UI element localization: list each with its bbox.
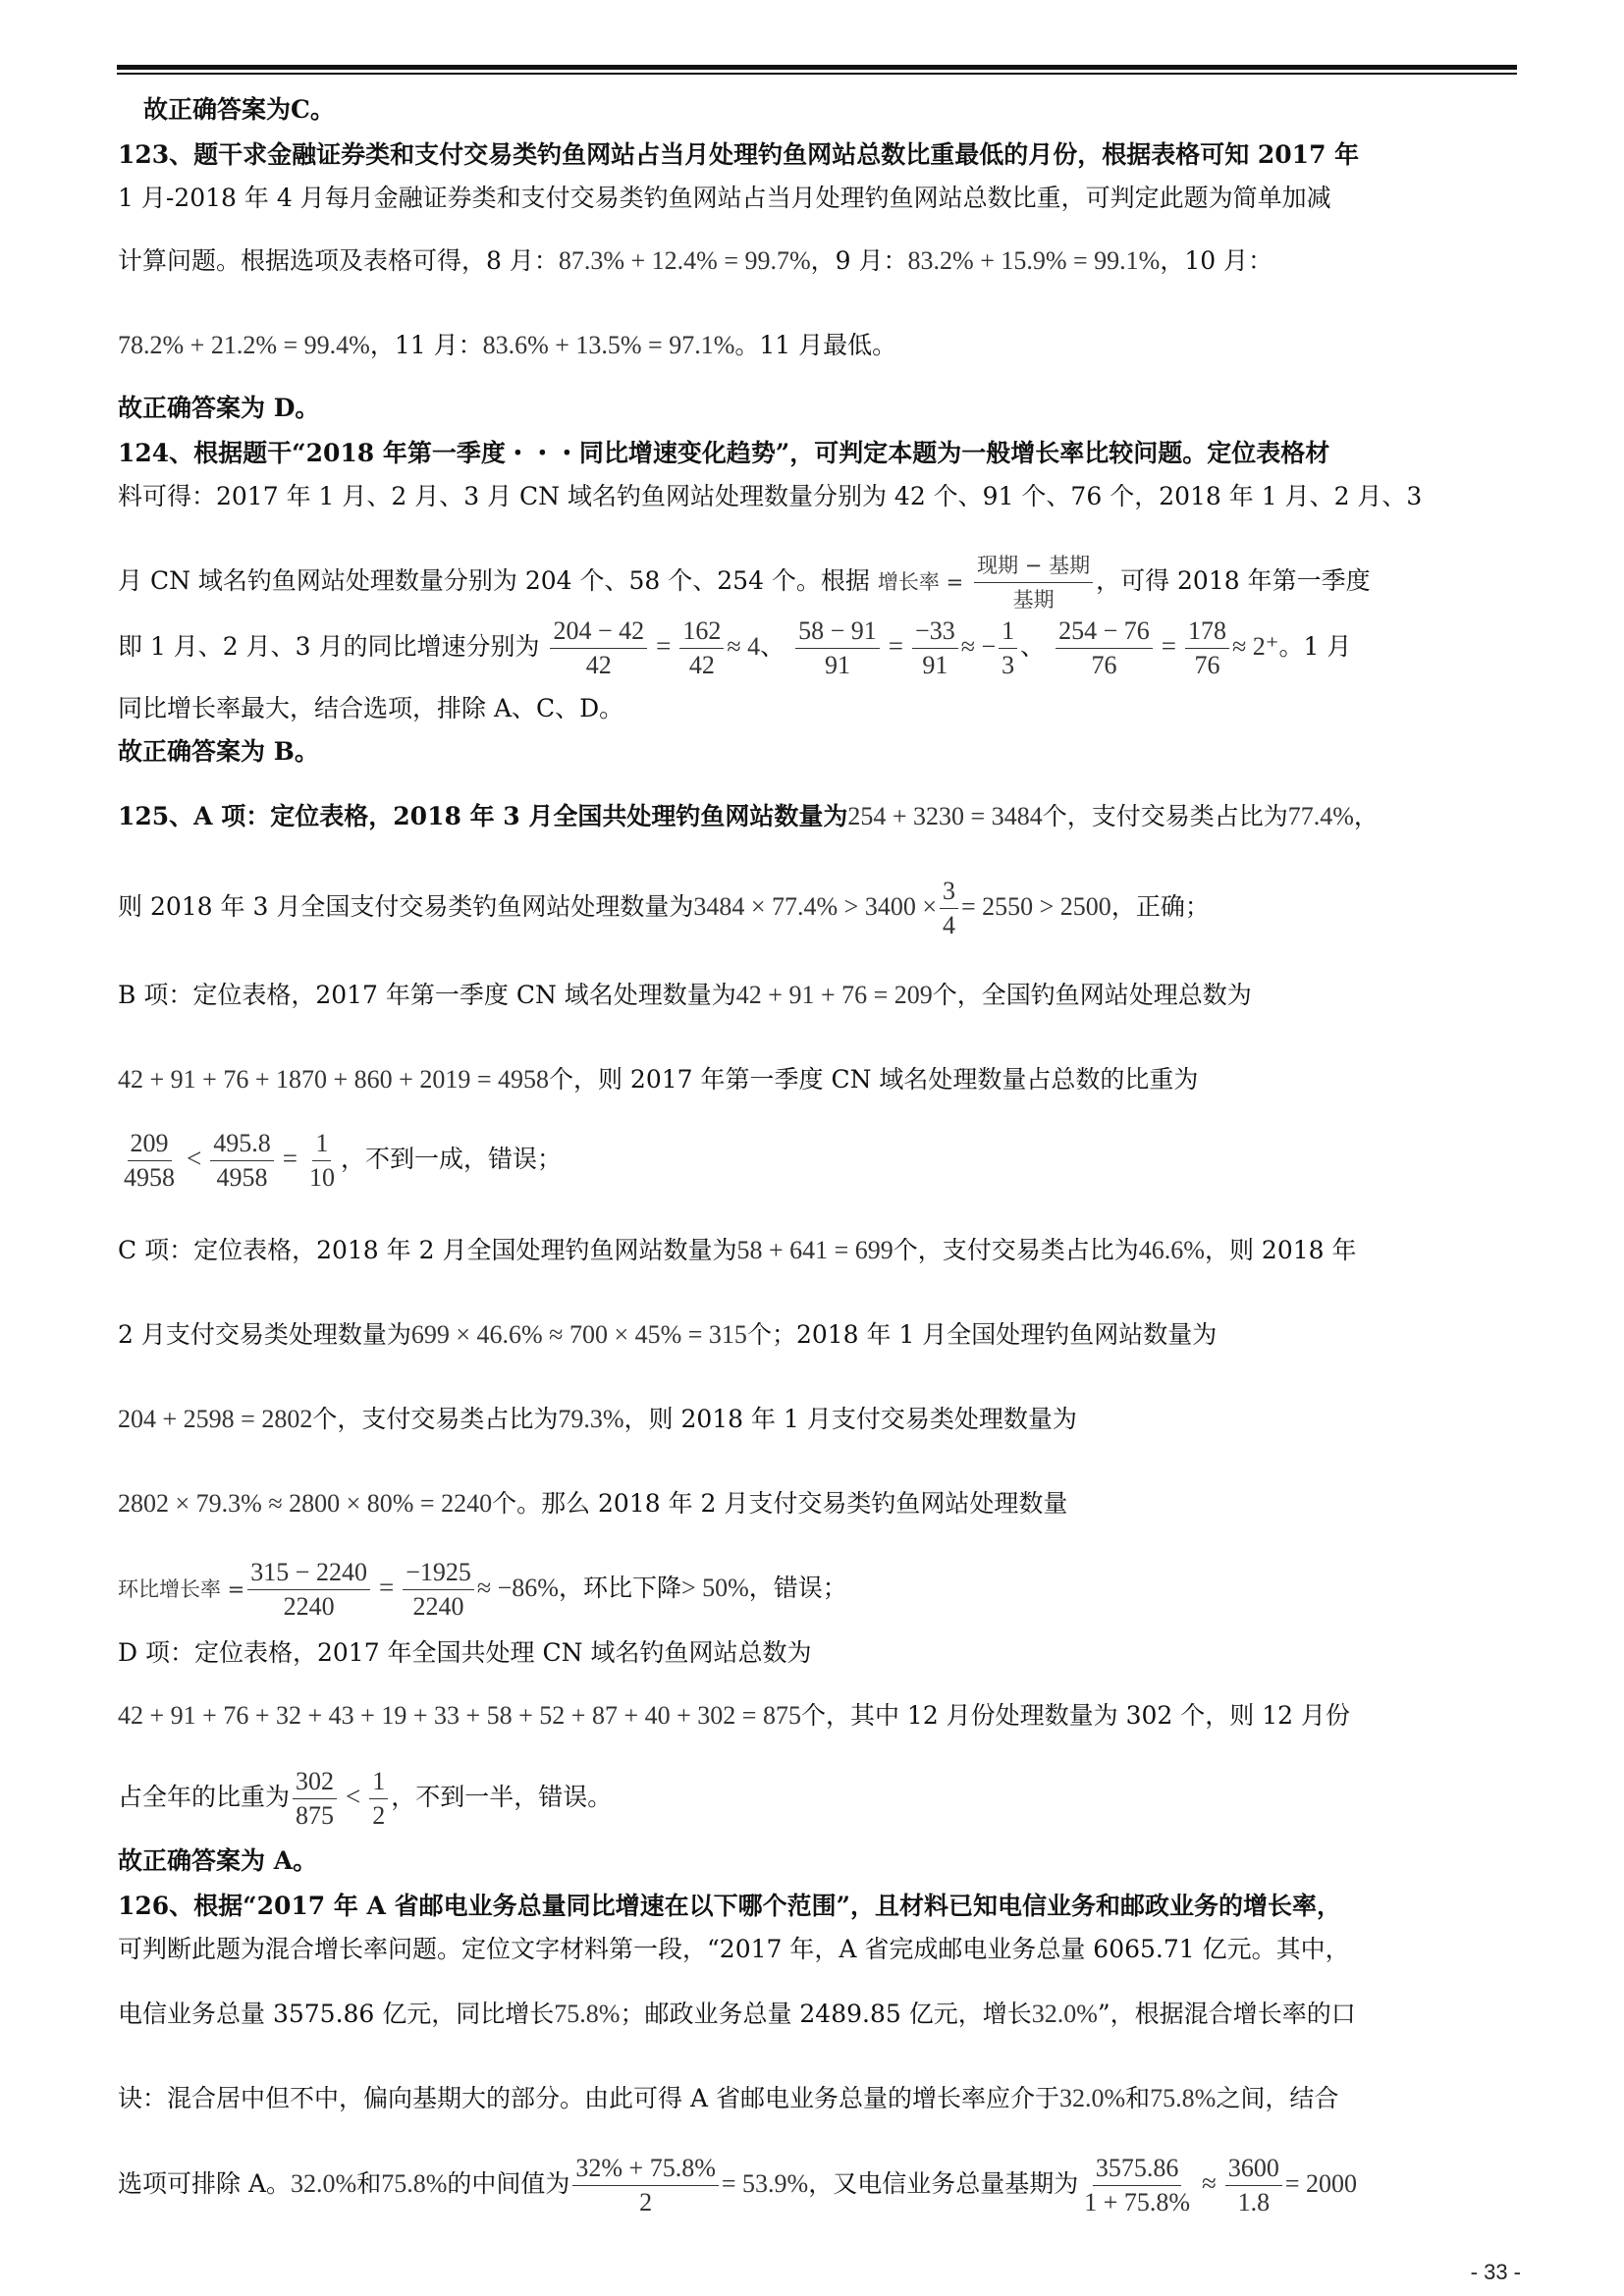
math: 254 + 3230 = 3484: [847, 802, 1043, 830]
q125-line-12: [118, 1698, 1520, 1734]
math: =: [282, 1144, 298, 1173]
math: 75.8%: [1150, 2084, 1217, 2112]
q126-line-1: [118, 1889, 1520, 1924]
denominator: 3: [1001, 651, 1015, 679]
text: 个。那么 2018 年 2 月支付交易类钓鱼网站处理数量: [492, 1489, 1068, 1518]
numerator: 495.8: [210, 1127, 274, 1161]
math: 77.4%: [1287, 802, 1354, 830]
q126-line-4: [118, 2081, 1520, 2116]
text: 个，支付交易类占比为: [1042, 802, 1288, 830]
q126-text-1: 126、根据“2017 年 A 省邮电业务总量同比增速在以下哪个范围”，且材料已知电信业务和邮政业务的增长率，: [118, 1892, 1342, 1920]
fraction: [940, 875, 958, 942]
denominator: 4958: [124, 1163, 175, 1192]
growth-rate-formula-label: 增长率 =: [877, 570, 964, 594]
numerator: 209: [128, 1127, 172, 1161]
math: ≈ −86%: [476, 1574, 559, 1602]
text: 个，全国钓鱼网站处理总数为: [932, 981, 1252, 1009]
numerator: 178: [1185, 614, 1229, 649]
numerator: 1: [369, 1765, 388, 1799]
text: 诀：混合居中但不中，偏向基期大的部分。由此可得 A 省邮电业务总量的增长率应介于: [118, 2084, 1059, 2112]
fraction: [1081, 2152, 1193, 2219]
q125-line-13: [118, 1759, 1520, 1835]
text: C 项：定位表格，2018 年 2 月全国处理钓鱼网站数量为: [118, 1236, 737, 1264]
math: =: [378, 1573, 395, 1602]
numerator: 204 − 42: [550, 614, 647, 649]
numerator: 58 − 91: [795, 614, 880, 649]
text: 之间，结合: [1216, 2084, 1339, 2112]
math: <: [346, 1782, 361, 1811]
numerator: 1: [312, 1127, 331, 1161]
math: 32.0%: [1058, 2084, 1126, 2112]
text: 125、A 项：定位表格，2018 年 3 月全国共处理钓鱼网站数量为: [118, 802, 848, 830]
answer-line-b: 故正确答案为 B。: [118, 737, 319, 766]
numerator: −33: [912, 614, 958, 649]
text: 电信业务总量 3575.86 亿元，同比增长: [118, 2000, 555, 2028]
math: 75.8%: [381, 2169, 448, 2198]
math: ≈ −: [960, 632, 997, 661]
fraction: [121, 1127, 178, 1195]
fraction: [293, 1765, 337, 1833]
math: 79.3%: [558, 1405, 624, 1433]
math: ≈: [1202, 2168, 1217, 2198]
text: ，10 月：: [1160, 246, 1273, 275]
q126-line-2: 可判断此题为混合增长率问题。定位文字材料第一段，“2017 年，A 省完成邮电业务总量 6065.71 亿元。其中，: [118, 1935, 1350, 1963]
math: 75.8%: [554, 2000, 621, 2028]
page-number: - 33 -: [1470, 2260, 1521, 2284]
denominator: 875: [296, 1801, 335, 1830]
text: ；邮政业务总量 2489.85 亿元，增长: [620, 2000, 1032, 2028]
fraction: [210, 1127, 274, 1195]
numerator: 3600: [1225, 2152, 1282, 2186]
text: 2 月支付交易类处理数量为: [118, 1320, 411, 1349]
math: 42 + 91 + 76 + 32 + 43 + 19 + 33 + 58 + 52 + 87 + 40 + 302 = 875: [118, 1701, 801, 1730]
text: ，则 2018 年 1 月支付交易类处理数量为: [623, 1405, 1077, 1433]
q123-text-1: 123、题干求金融证券类和支付交易类钓鱼网站占当月处理钓鱼网站总数比重最低的月份，根据表格可知 2017 年: [118, 140, 1360, 169]
q125-line-1: [118, 799, 1520, 834]
answer-line-a: 故正确答案为 A。: [118, 1846, 318, 1875]
fraction: [1185, 614, 1229, 682]
text: ，不到一半，错误。: [391, 1783, 613, 1811]
denominator: 91: [824, 651, 850, 679]
header-rule-thin: [117, 73, 1517, 75]
text: 、: [1020, 632, 1046, 661]
q123-line-3: [118, 243, 1520, 279]
fraction: [572, 2152, 718, 2219]
text: 个；2018 年 1 月全国处理钓鱼网站数量为: [746, 1320, 1218, 1349]
text: ，环比下降: [558, 1574, 681, 1602]
math: 58 + 641 = 699: [736, 1236, 893, 1264]
denominator: 4958: [216, 1163, 268, 1192]
numerator: 162: [679, 614, 724, 649]
text: 和: [356, 2169, 382, 2198]
math: = 53.9%: [721, 2169, 809, 2198]
denominator: 76: [1091, 651, 1117, 679]
numerator: 1: [999, 614, 1017, 649]
q125-line-7: [118, 1317, 1520, 1353]
fraction: [403, 1556, 474, 1624]
fraction: [306, 1127, 338, 1195]
q123-line-4: [118, 328, 1520, 363]
denominator: 2: [639, 2188, 653, 2216]
numerator: 32% + 75.8%: [572, 2152, 718, 2186]
numerator: 254 − 76: [1056, 614, 1153, 649]
math-august: 87.3% + 12.4% = 99.7%: [558, 246, 811, 275]
text: 个，则 2017 年第一季度 CN 域名处理数量占总数的比重为: [548, 1065, 1199, 1094]
denominator: 2240: [283, 1592, 335, 1621]
mom-growth-label: 环比增长率 =: [118, 1577, 245, 1601]
text: 个，其中 12 月份处理数量为 302 个，则 12 月份: [800, 1701, 1350, 1730]
math: 3484 × 77.4% > 3400 ×: [693, 892, 937, 921]
math: 32.0%: [291, 2169, 357, 2198]
text: 即 1 月、2 月、3 月的同比增速分别为: [118, 632, 540, 661]
fraction: [369, 1765, 388, 1833]
q125-line-2: [118, 872, 1520, 942]
text: ，则 2018 年: [1204, 1236, 1357, 1264]
text: ，可得 2018 年第一季度: [1096, 566, 1371, 595]
text: ，又电信业务总量基期为: [808, 2169, 1079, 2198]
text: ，9 月：: [810, 246, 908, 275]
denominator: 10: [308, 1163, 335, 1192]
answer-line-d: 故正确答案为 D。: [118, 394, 320, 422]
denominator: 1.8: [1237, 2188, 1271, 2216]
text: 、: [760, 632, 785, 661]
q125-line-3: [118, 978, 1520, 1013]
text: 计算问题。根据选项及表格可得，8 月：: [118, 246, 559, 275]
fraction: [1056, 614, 1153, 682]
text: ，不到一成，错误；: [340, 1145, 562, 1173]
math: 204 + 2598 = 2802: [118, 1405, 313, 1433]
text: 占全年的比重为: [118, 1783, 291, 1811]
numerator: 315 − 2240: [247, 1556, 370, 1590]
text: ，错误；: [748, 1574, 847, 1602]
text: ，正确；: [1110, 892, 1210, 921]
denominator: 91: [922, 651, 948, 679]
text: 和: [1125, 2084, 1151, 2112]
text: B 项：定位表格，2017 年第一季度 CN 域名处理数量为: [118, 981, 736, 1009]
text: 个，支付交易类占比为: [893, 1236, 1139, 1264]
denominator: 2240: [412, 1592, 464, 1621]
q125-line-10: [118, 1549, 1520, 1628]
text: 个，支付交易类占比为: [312, 1405, 559, 1433]
denominator: 4: [942, 911, 955, 939]
q124-line-5: 同比增长率最大，结合选项，排除 A、C、D。: [118, 694, 624, 722]
q125-line-11: D 项：定位表格，2017 年全国共处理 CN 域名钓鱼网站总数为: [118, 1638, 812, 1667]
q125-line-5: [118, 1121, 1520, 1197]
text: ，: [1353, 802, 1379, 830]
growth-rate-fraction: [974, 549, 1093, 616]
denominator: 42: [688, 651, 715, 679]
fraction: [912, 614, 958, 682]
math: = 2000: [1284, 2169, 1358, 2198]
q124-text-1: 124、根据题干“2018 年第一季度・・・同比增速变化趋势”，可判定本题为一般增长率比较问题。定位表格材: [118, 439, 1330, 467]
math: ≈ 4: [727, 632, 761, 661]
numerator: 3: [940, 875, 958, 909]
fraction: [550, 614, 647, 682]
q123-line-1: [118, 137, 1520, 173]
math-november: 83.6% + 13.5% = 97.1%: [482, 331, 735, 359]
text: ，11 月：: [369, 331, 483, 359]
text: 的中间值为: [447, 2169, 570, 2198]
header-rule-thick: [117, 65, 1517, 70]
fraction: [795, 614, 880, 682]
math: = 2550 > 2500: [960, 892, 1111, 921]
q125-line-6: [118, 1233, 1520, 1268]
math: 2802 × 79.3% ≈ 2800 × 80% = 2240: [118, 1489, 493, 1518]
math: 699 × 46.6% ≈ 700 × 45% = 315: [410, 1320, 747, 1349]
numerator: 302: [293, 1765, 337, 1799]
q124-line-4: 即 1 月、2 月、3 月的同比增速分别为 $\frac{204 - 42}{42}$ = $\frac{162}{42}$ ≈ 4、 $\frac{58 - 91}{91}$ = $\frac{-33}{91}$ ≈ − $\frac{1}{3}$ 、 $\frac{254 - 76}{76}$ = $\frac{178}{76}$ ≈ 2⁺。1 月: [118, 609, 1520, 684]
q123-line-2: 1 月-2018 年 4 月每月金融证券类和支付交易类钓鱼网站占当月处理钓鱼网站总数比重，可判定此题为简单加减: [118, 184, 1331, 212]
fraction: [247, 1556, 370, 1624]
fraction: [679, 614, 724, 682]
denominator: 42: [585, 651, 612, 679]
text: 。1 月: [1278, 632, 1352, 661]
math: 46.6%: [1138, 1236, 1205, 1264]
denominator: 1 + 75.8%: [1084, 2188, 1191, 2216]
math: > 50%: [680, 1574, 749, 1602]
text: 则 2018 年 3 月全国支付交易类钓鱼网站处理数量为: [118, 892, 694, 921]
math: 42 + 91 + 76 + 1870 + 860 + 2019 = 4958: [118, 1065, 549, 1094]
text: 选项可排除 A。: [118, 2169, 292, 2198]
q125-line-4: [118, 1062, 1520, 1097]
math-september: 83.2% + 15.9% = 99.1%: [907, 246, 1161, 275]
denominator: 76: [1194, 651, 1220, 679]
denominator: 2: [372, 1801, 386, 1830]
numerator: −1925: [403, 1556, 474, 1590]
math: <: [187, 1144, 202, 1173]
math-october: 78.2% + 21.2% = 99.4%: [118, 331, 370, 359]
answer-line-c: 故正确答案为C。: [143, 95, 335, 124]
q126-line-3: [118, 1997, 1520, 2032]
math: 42 + 91 + 76 = 209: [735, 981, 933, 1009]
q125-line-9: [118, 1486, 1520, 1522]
text: 。11 月最低。: [734, 331, 897, 359]
q125-line-8: [118, 1402, 1520, 1437]
math: 32.0%: [1031, 2000, 1098, 2028]
q124-line-2: 料可得：2017 年 1 月、2 月、3 月 CN 域名钓鱼网站处理数量分别为 42 个、91 个、76 个，2018 年 1 月、2 月、3: [118, 482, 1423, 510]
numerator: 现期 − 基期: [974, 549, 1093, 583]
denominator: 基期: [1012, 588, 1055, 612]
math: ≈ 2⁺: [1232, 632, 1279, 661]
fraction: [1225, 2152, 1282, 2219]
text: 月 CN 域名钓鱼网站处理数量分别为 204 个、58 个、254 个。根据: [118, 566, 870, 595]
numerator: 3575.86: [1093, 2152, 1182, 2186]
text: ”，根据混合增长率的口: [1097, 2000, 1356, 2028]
q126-line-5: [118, 2146, 1520, 2221]
q124-line-1: [118, 436, 1520, 471]
fraction: [999, 614, 1017, 682]
